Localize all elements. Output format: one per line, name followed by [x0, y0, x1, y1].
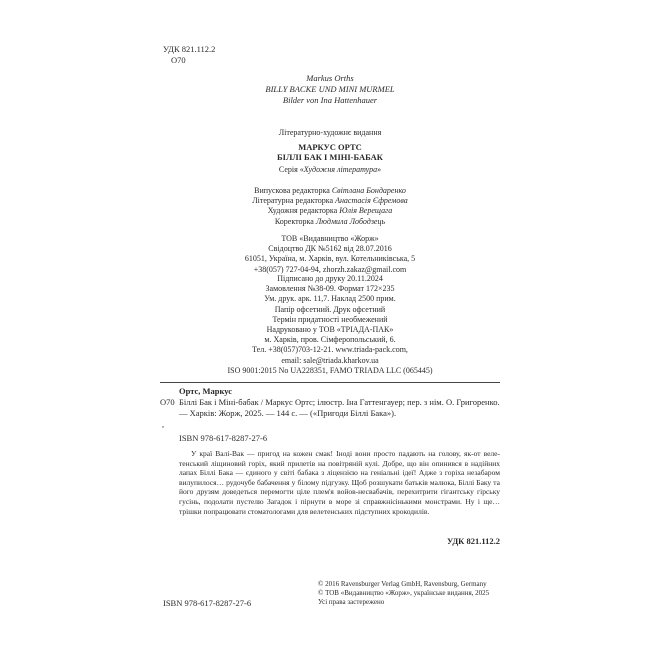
- divider-rule: [160, 382, 500, 383]
- catalog-entry: [160, 397, 500, 419]
- udk-code: УДК 821.112.2: [163, 44, 216, 54]
- printer-line: Тел. +38(057)703-12-21. www.triada-pack.com,: [252, 345, 408, 355]
- print-info-line: Ум. друк. арк. 11,7. Наклад 2500 прим.: [264, 294, 396, 304]
- credit-line: [160, 206, 500, 216]
- printer-line: Надруковано у ТОВ «ТРІАДА-ПАК»: [266, 325, 394, 334]
- original-author: Markus Orths: [306, 73, 354, 83]
- author-name: МАРКУС ОРТС: [298, 142, 362, 152]
- series-line: [160, 165, 500, 175]
- copyright-line: © ТОВ «Видавництво «Жорж», українське видання, 2025: [318, 588, 490, 597]
- publisher-address: 61051, Україна, м. Харків, вул. Котельниківська, 5: [244, 254, 416, 264]
- isbn-bottom: ISBN 978-617-8287-27-6: [163, 598, 252, 608]
- print-info-line: Замовлення №38-09. Формат 172×235: [265, 284, 395, 294]
- print-info-line: Папір офсетний. Друк офсетний: [274, 304, 386, 314]
- catalog-entry-text: Біллі Бак і Міні-бабак / Маркус Ортс; ілюстр. Іна Гаттенгауер; пер. з нім. О. Григоренко. — Харків: Жорж, 2025. — 144 с. — («Пригоди Біллі Бака»).: [179, 397, 500, 418]
- credit-name: Світлана Бондаренко: [331, 186, 406, 195]
- publisher-block: [160, 234, 500, 275]
- credit-line: [160, 217, 500, 227]
- book-title-block: [160, 142, 500, 162]
- isbn-catalog: ISBN 978-617-8287-27-6: [179, 433, 268, 443]
- catalog-marker: ,: [162, 419, 165, 429]
- udk-bottom: УДК 821.112.2: [446, 536, 500, 546]
- printer-line: м. Харків, пров. Сімферопольський, 6.: [264, 335, 396, 345]
- credit-line: [160, 186, 500, 196]
- original-illustrator: Bilder von Ina Hattenhauer: [282, 95, 378, 105]
- credit-name: Людмила Лободзець: [315, 216, 386, 226]
- udk-block-top: [163, 44, 215, 66]
- series-prefix: Серія «: [278, 165, 304, 174]
- original-title: BILLY BACKE UND MINI MURMEL: [265, 84, 395, 94]
- series-name: Художня література: [303, 165, 378, 174]
- catalog-heading: Ортс, Маркус: [179, 386, 233, 396]
- catalog-record: [160, 386, 500, 430]
- edition-type: Літературно-художнє видання: [278, 128, 382, 137]
- catalog-code: О70: [160, 397, 175, 407]
- publisher-name: ТОВ «Видавництво «Жорж»: [281, 234, 379, 243]
- credit-role: Художня редакторка: [267, 206, 338, 216]
- credit-name: Юлія Верещага: [339, 206, 393, 216]
- copyright-line: © 2016 Ravensburger Verlag GmbH, Ravensburg, Germany: [318, 580, 487, 588]
- credit-name: Анастасія Єфремова: [335, 196, 408, 206]
- publisher-certificate: Свідоцтво ДК №5162 від 28.07.2016: [268, 244, 392, 254]
- bbk-code: О70: [171, 55, 186, 65]
- original-edition-info: [160, 73, 500, 106]
- book-title: БІЛЛІ БАК І МІНІ-БАБАК: [277, 152, 383, 163]
- publisher-contacts: +38(057) 727-04-94, zhorzh.zakaz@gmail.com: [253, 264, 407, 274]
- print-info-line: Підписано до друку 20.11.2024: [277, 274, 383, 283]
- print-info-line: Термін придатності необмежений: [272, 314, 388, 324]
- credit-role: Випускова редакторка: [254, 186, 330, 195]
- printer-line: ISO 9001:2015 No UA228351, FAMO TRIADA LLC (065445): [227, 365, 433, 375]
- print-info-block: [160, 274, 500, 325]
- printer-block: [160, 325, 500, 376]
- printer-line: email: sale@triada.kharkov.ua: [281, 355, 379, 365]
- credits-block: [160, 186, 500, 227]
- credit-line: [160, 196, 500, 206]
- series-suffix: »: [377, 165, 382, 174]
- annotation-text: У краї Валі-Вак — пригод на кожен смак! Іноді вони просто падають на голову, як-от велетенський ліщиновий горіх, який прилетів на повітряній кулі. Добре, що він опинився в надійних лапах Біллі Бака — єдиного у світі бабака з ліцензією на геніальні ідеї! Адже з горіха незабаром вилупилося… рудочубе бабачення у білому підгузку. Щоб розшукати батьків малюка, Біллі Баку та його друзям доведеться перемогти ціле плем'я войов-несвабачів, перехитрити гігантську гірську гусінь, подолати пустелю Загадок і пірнути в море зі справжнісінькими монстрами. Ну і ще… трішки попрацювати стоматологами для велетенських підступних крокодилів.: [179, 449, 500, 516]
- credit-role: Коректорка: [274, 216, 314, 226]
- copyright-line: Усі права застережено: [318, 597, 385, 606]
- copyright-block: [318, 580, 489, 606]
- credit-role: Літературна редакторка: [252, 196, 334, 206]
